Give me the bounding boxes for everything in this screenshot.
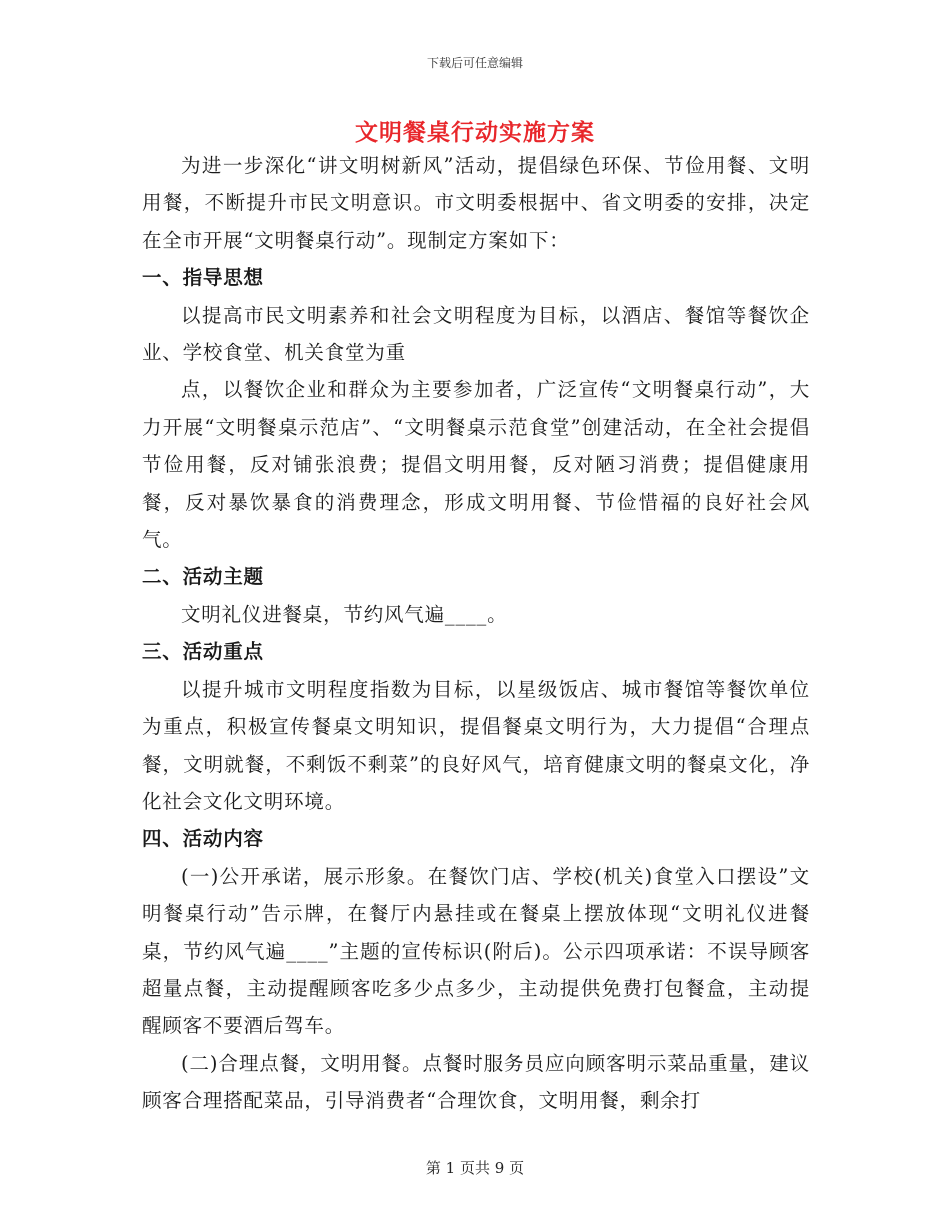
paragraph-activity-theme: 文明礼仪进餐桌，节约风气遍____。 xyxy=(181,602,508,626)
paragraph-guiding-ideology-1: 以提高市民文明素养和社会文明程度为目标，以酒店、餐馆等餐饮企业、学校食堂、机关食堂为重 xyxy=(142,303,810,365)
section-heading-activity-focus: 三、活动重点 xyxy=(142,640,264,664)
document-title: 文明餐桌行动实施方案 xyxy=(355,119,595,146)
intro-paragraph: 为进一步深化“讲文明树新风”活动，提倡绿色环保、节俭用餐、文明用餐，不断提升市民文明意识。市文明委根据中、省文明委的安排，决定在全市开展“文明餐桌行动”。现制定方案如下： xyxy=(142,154,810,252)
section-heading-activity-content: 四、活动内容 xyxy=(142,827,264,851)
section-heading-guiding-ideology: 一、指导思想 xyxy=(142,266,264,290)
section-heading-activity-theme: 二、活动主题 xyxy=(142,565,264,589)
page-footer: 第 1 页共 9 页 xyxy=(425,1159,525,1177)
paragraph-guiding-ideology-2: 点，以餐饮企业和群众为主要参加者，广泛宣传“文明餐桌行动”，大力开展“文明餐桌示范店”、“文明餐桌示范食堂”创建活动，在全社会提倡节俭用餐，反对铺张浪费；提倡文明用餐，反对陋习消费；提倡健康用餐，反对暴饮暴食的消费理念，形成文明用餐、节俭惜福的良好社会风气。 xyxy=(142,378,810,552)
paragraph-content-item-2: (二)合理点餐，文明用餐。点餐时服务员应向顾客明示菜品重量，建议顾客合理搭配菜品，引导消费者“合理饮食，文明用餐，剩余打 xyxy=(142,1051,810,1113)
paragraph-activity-focus: 以提升城市文明程度指数为目标，以星级饭店、城市餐馆等餐饮单位为重点，积极宣传餐桌文明知识，提倡餐桌文明行为，大力提倡“合理点餐，文明就餐，不剩饭不剩菜”的良好风气，培育健康文明的餐桌文化，净化社会文化文明环境。 xyxy=(142,677,810,813)
document-body xyxy=(142,147,810,1120)
header-note: 下载后可任意编辑 xyxy=(426,56,523,70)
paragraph-content-item-1: (一)公开承诺，展示形象。在餐饮门店、学校(机关)食堂入口摆设”文明餐桌行动”告示牌，在餐厅内悬挂或在餐桌上摆放体现“文明礼仪进餐桌，节约风气遍____”主题的宣传标识(附后)。公示四项承诺：不误导顾客超量点餐，主动提醒顾客吃多少点多少，主动提供免费打包餐盒，主动提醒顾客不要酒后驾车。 xyxy=(142,864,810,1038)
